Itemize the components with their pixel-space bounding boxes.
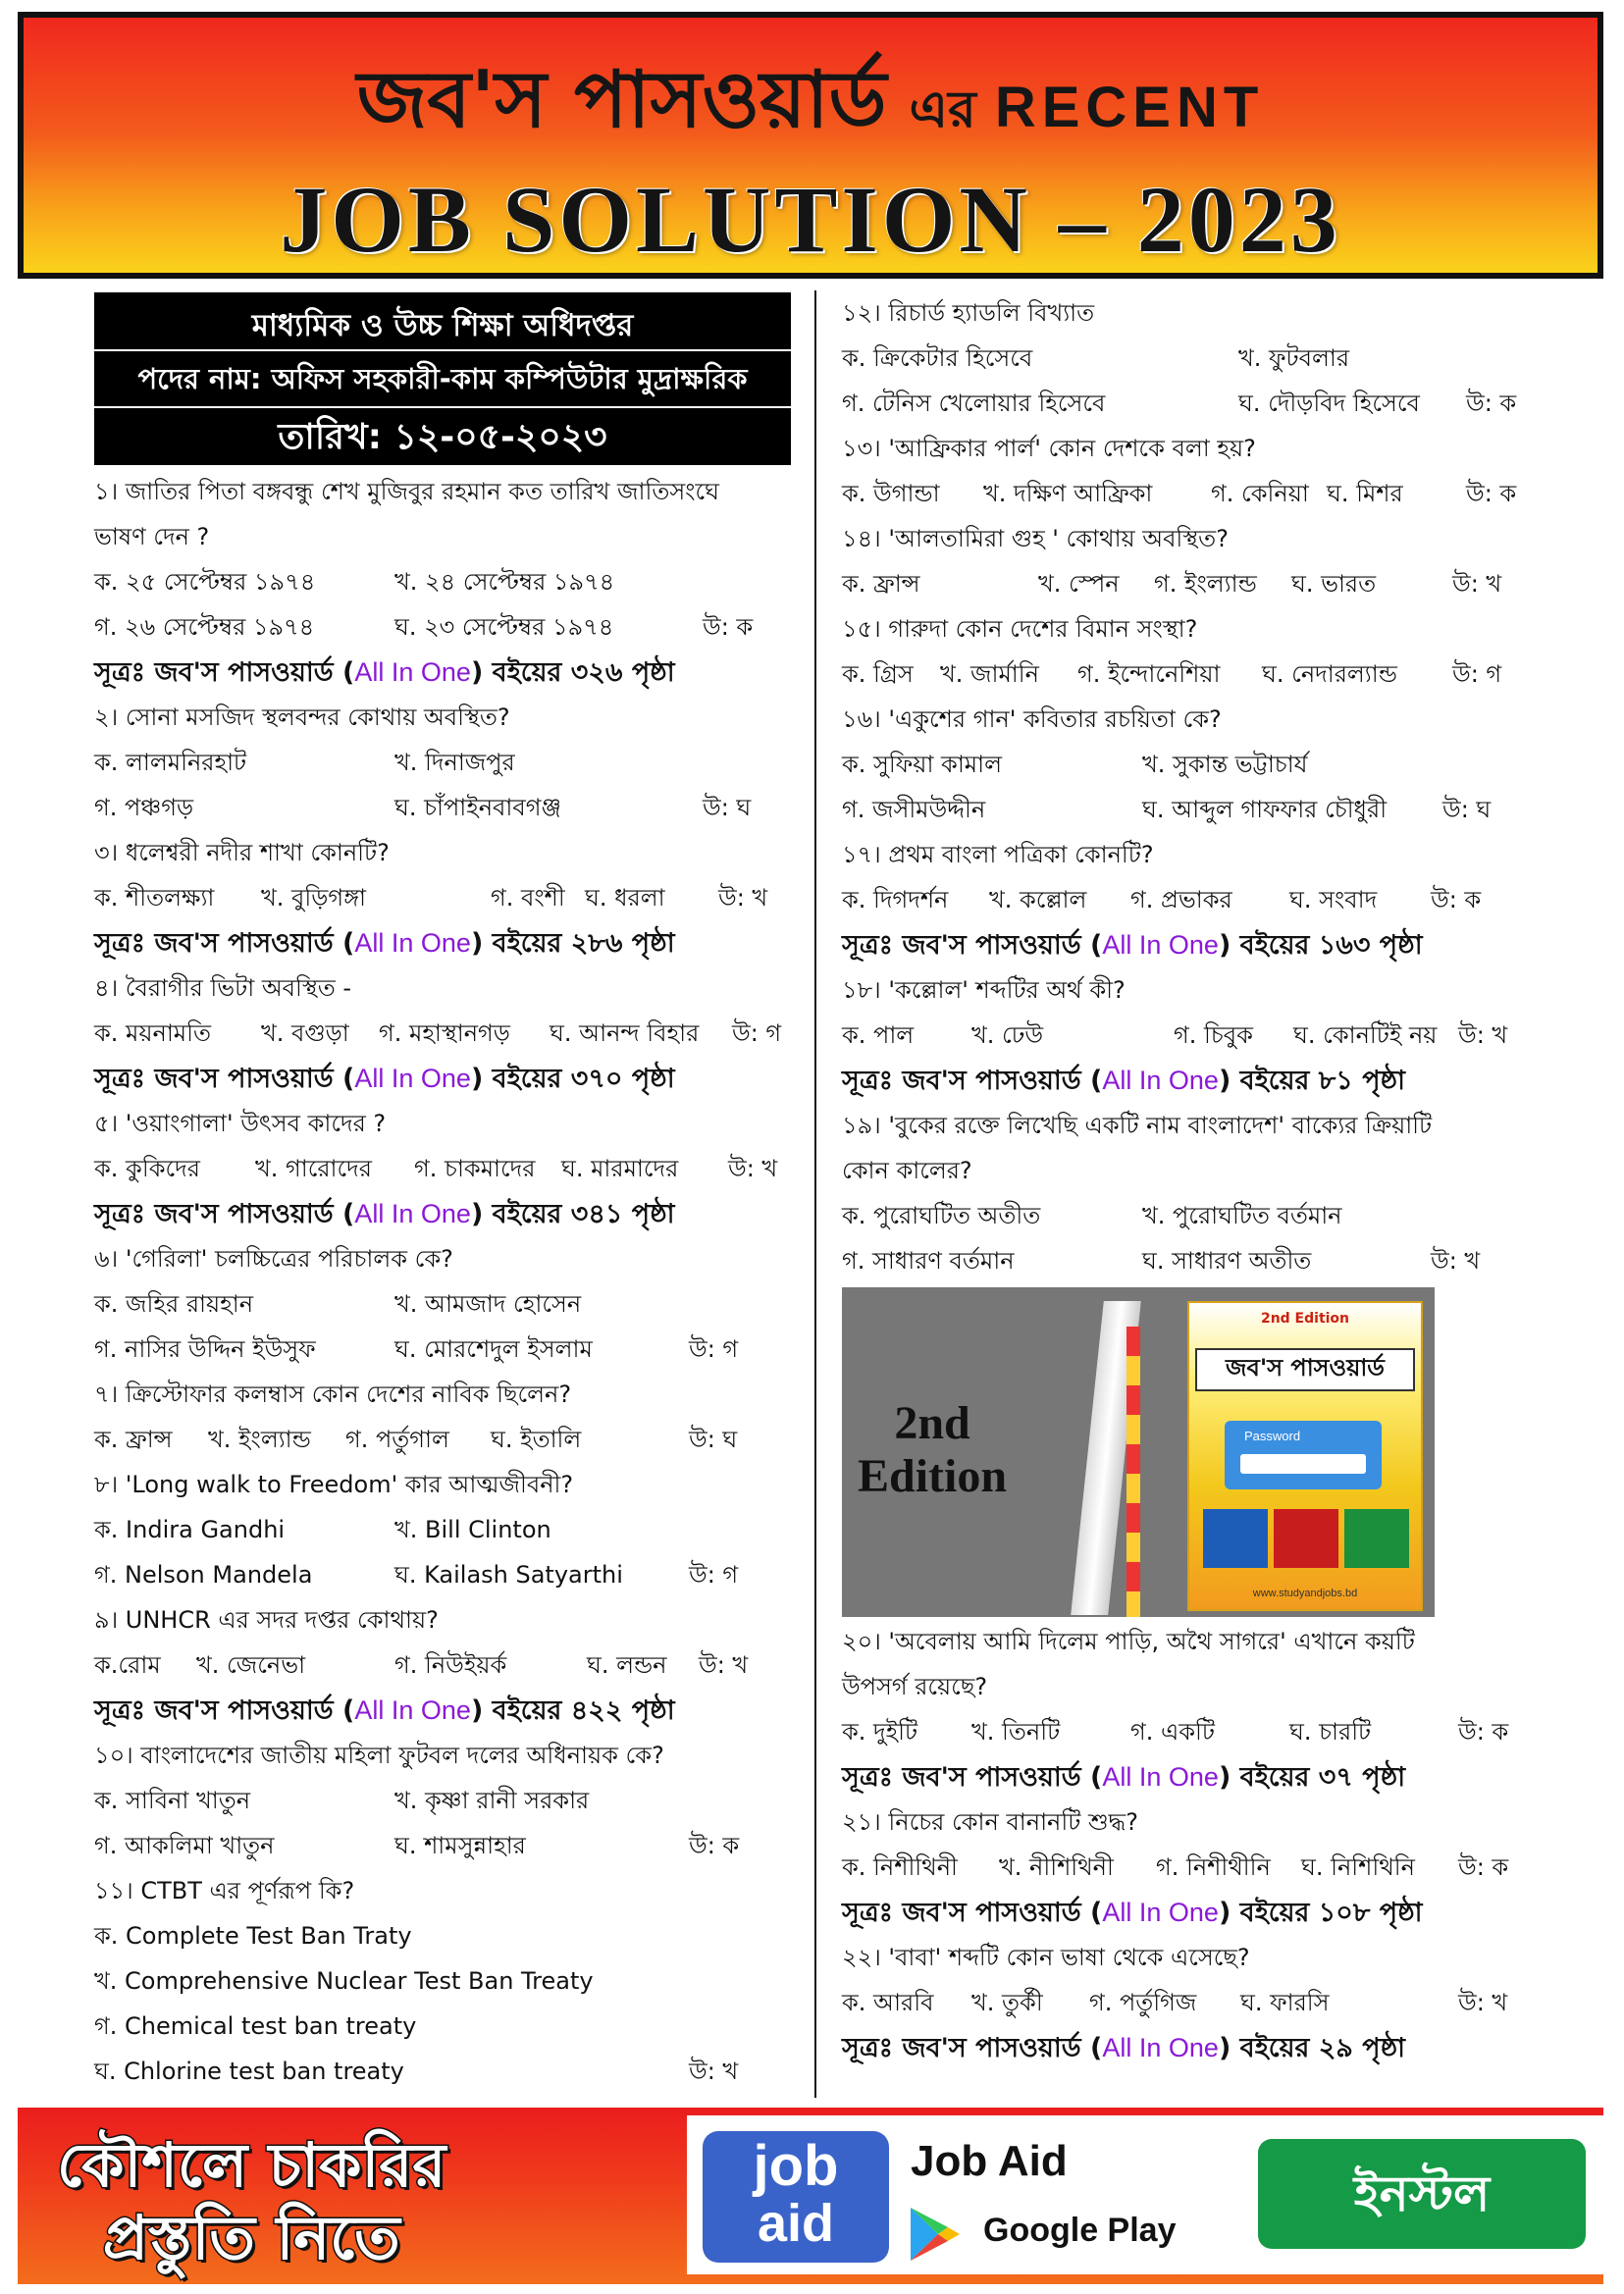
question-1: ১। জাতির পিতা বঙ্গবন্ধু শেখ মুজিবুর রহমান কত তারিখ জাতিসংঘে [94,478,719,505]
option-c: গ. Nelson Mandela [94,1561,313,1589]
option-c: গ. পর্তুগিজ [1089,1989,1197,2016]
question-7: ৭। ক্রিস্টোফার কলম্বাস কোন দেশের নাবিক ছিলেন? [94,1381,572,1408]
option-b: খ. Comprehensive Nuclear Test Ban Treaty [94,1967,594,1995]
question-19-cont: কোন কালের? [842,1157,972,1184]
option-d: ঘ. ধরলা [585,884,665,912]
option-d: ঘ. চাঁপাইনবাবগঞ্জ [394,794,561,821]
option-a: ক. আরবি [842,1989,934,2016]
option-d: ঘ. সংবাদ [1289,886,1378,913]
google-play-icon [905,2206,964,2263]
header-banner [18,12,1603,279]
question-9: ৯। UNHCR এর সদর দপ্তর কোথায়? [94,1606,439,1634]
option-d: ঘ. মোরশেদুল ইসলাম [394,1335,593,1363]
option-d: ঘ. সাধারণ অতীত [1142,1247,1312,1275]
option-d: ঘ. শামসুন্নাহার [394,1832,526,1859]
answer: উ: ক [1431,886,1482,913]
answer: উ: খ [689,2058,739,2085]
cover-edition-tag: 2nd Edition [1260,1311,1350,1327]
option-c: গ. নিউইয়র্ক [394,1651,507,1679]
question-5: ৫। 'ওয়াংগালা' উৎসব কাদের ? [94,1110,387,1137]
option-d: ঘ. নেদারল্যান্ড [1262,660,1397,688]
option-a: ক. ফ্রান্স [842,570,920,598]
edition-label: 2nd Edition [858,1397,1008,1502]
option-d: ঘ. Kailash Satyarthi [394,1561,623,1589]
option-b: খ. নীশিথিনী [999,1853,1114,1881]
source-line: সূত্রঃ জব'স পাসওয়ার্ড (All In One) বইয়ের ২৮৬ পৃষ্ঠা [94,928,675,959]
question-20: ২০। 'অবেলায় আমি দিলেম পাড়ি, অথৈ সাগরে' এখানে কয়টি [842,1628,1415,1655]
option-d: ঘ. মারমাদের [561,1155,679,1182]
option-c: গ. চাকমাদের [414,1155,536,1182]
option-a: ক. উগান্ডা [842,480,940,507]
option-d: ঘ. কোনটিই নয় [1293,1021,1438,1049]
option-a: ক. ফ্রান্স [94,1426,173,1453]
answer: উ: ক [689,1832,740,1859]
book-cover [1187,1301,1423,1611]
question-20-cont: উপসর্গ রয়েছে? [842,1673,988,1700]
question-4: ৪। বৈরাগীর ভিটা অবস্থিত - [94,974,352,1002]
option-a: ক. কুকিদের [94,1155,200,1182]
brand-er: এর [909,80,976,139]
answer: উ: ক [1458,1718,1509,1746]
answer: উ: ঘ [703,794,752,821]
answer: উ: খ [1458,1021,1508,1049]
answer: উ: খ [699,1651,749,1679]
cover-title: জব'স পাসওয়ার্ড [1195,1348,1415,1391]
option-b: খ. দক্ষিণ আফ্রিকা [983,480,1153,507]
option-b: খ. তুর্কী [971,1989,1043,2016]
job-solution-title: JOB SOLUTION – 2023 [280,167,1341,272]
cover-feature-boxes [1203,1509,1409,1568]
password-graphic: Password [1225,1421,1382,1489]
source-line: সূত্রঃ জব'স পাসওয়ার্ড (All In One) বইয়ের ২৯ পৃষ্ঠা [842,2033,1405,2063]
answer: উ: গ [1452,660,1502,688]
option-a: ক. ২৫ সেপ্টেম্বর ১৯৭৪ [94,568,316,596]
answer: উ: খ [1431,1247,1481,1275]
option-a: ক. পুরোঘটিত অতীত [842,1202,1041,1229]
answer: উ: ক [1466,390,1517,417]
option-b: খ. কৃষ্ণা রানী সরকার [394,1787,590,1814]
question-17: ১৭। প্রথম বাংলা পত্রিকা কোনটি? [842,841,1154,868]
option-c: গ. নিশীথীনি [1156,1853,1271,1881]
answer: উ: খ [1452,570,1502,598]
option-b: খ. সুকান্ত ভট্টাচার্য [1142,751,1308,778]
option-c: গ. একটি [1130,1718,1215,1746]
option-d: ঘ. দৌড়বিদ হিসেবে [1238,390,1420,417]
footer-slogan: কৌশলে চাকরির প্রস্তুতি নিতে [57,2129,446,2273]
option-a: ক. শীতলক্ষ্যা [94,884,215,912]
option-d: ঘ. আনন্দ বিহার [550,1019,700,1047]
answer: উ: ক [703,613,754,641]
option-b: খ. কল্লোল [989,886,1087,913]
option-c: গ. ২৬ সেপ্টেম্বর ১৯৭৪ [94,613,315,641]
option-d: ঘ. নিশিথিনি [1301,1853,1415,1881]
option-a: ক. জহির রায়হান [94,1290,254,1318]
footer-banner [18,2108,1603,2284]
source-line: সূত্রঃ জব'স পাসওয়ার্ড (All In One) বইয়ের ৩২৬ পৃষ্ঠা [94,657,675,688]
question-10: ১০। বাংলাদেশের জাতীয় মহিলা ফুটবল দলের অধিনায়ক কে? [94,1742,664,1769]
option-c: গ. মহাস্থানগড় [379,1019,510,1047]
option-b: খ. বগুড়া [261,1019,349,1047]
option-b: খ. ঢেউ [971,1021,1044,1049]
option-d: ঘ. ভারত [1291,570,1377,598]
banner-line-1 [24,39,1598,171]
option-b: খ. বুড়িগঙ্গা [261,884,366,912]
option-d: ঘ. ২৩ সেপ্টেম্বর ১৯৭৪ [394,613,614,641]
option-b: খ. তিনটি [971,1718,1061,1746]
question-1-cont: ভাষণ দেন ? [94,523,210,550]
option-a: ক. লালমনিরহাট [94,749,247,776]
option-a: ক. Indira Gandhi [94,1516,286,1543]
option-d: ঘ. Chlorine test ban treaty [94,2058,404,2085]
option-b: খ. গারোদের [255,1155,372,1182]
option-d: ঘ. মিশর [1327,480,1403,507]
option-c: গ. কেনিয়া [1211,480,1309,507]
source-line: সূত্রঃ জব'স পাসওয়ার্ড (All In One) বইয়ের ৪২২ পৃষ্ঠা [94,1695,675,1726]
option-c: গ. Chemical test ban treaty [94,2012,417,2040]
option-c: গ. আকলিমা খাতুন [94,1832,275,1859]
exam-info-box [94,292,791,465]
app-ad-box[interactable] [687,2115,1613,2274]
option-a: ক.রোম [94,1651,161,1679]
book-promo-image [842,1287,1435,1617]
question-18: ১৮। 'কল্লোল' শব্দটির অর্থ কী? [842,976,1126,1004]
option-c: গ. প্রভাকর [1130,886,1232,913]
option-a: ক. নিশীথিনী [842,1853,958,1881]
recent-label: RECENT [994,76,1265,139]
google-play-badge[interactable]: Google Play [905,2206,1209,2263]
option-a: ক. গ্রিস [842,660,914,688]
question-11: ১১। CTBT এর পূর্ণরূপ কি? [94,1877,355,1904]
option-c: গ. পঞ্চগড় [94,794,194,821]
option-a: ক. পাল [842,1021,915,1049]
answer: উ: ক [1466,480,1517,507]
answer: উ: খ [718,884,768,912]
option-b: খ. জেনেভা [196,1651,306,1679]
exam-date: তারিখ: ১২-০৫-২০২৩ [278,417,607,457]
source-line: সূত্রঃ জব'স পাসওয়ার্ড (All In One) বইয়ের ১০৮ পৃষ্ঠা [842,1898,1423,1928]
answer: উ: গ [732,1019,782,1047]
source-line: সূত্রঃ জব'স পাসওয়ার্ড (All In One) বইয়ের ৩৪১ পৃষ্ঠা [94,1199,675,1229]
install-button[interactable]: ইনস্টল [1258,2139,1586,2249]
source-line: সূত্রঃ জব'স পাসওয়ার্ড (All In One) বইয়ের ৩৭০ পৃষ্ঠা [94,1064,675,1094]
question-13: ১৩। 'আফ্রিকার পার্ল' কোন দেশকে বলা হয়? [842,435,1256,462]
option-c: গ. নাসির উদ্দিন ইউসুফ [94,1335,316,1363]
question-22: ২২। 'বাবা' শব্দটি কোন ভাষা থেকে এসেছে? [842,1944,1250,1971]
option-c: গ. ইংল্যান্ড [1154,570,1257,598]
option-b: খ. পুরোঘটিত বর্তমান [1142,1202,1342,1229]
question-8: ৮। 'Long walk to Freedom' কার আত্মজীবনী? [94,1471,574,1498]
option-d: ঘ. ইতালি [491,1426,582,1453]
answer: উ: গ [689,1561,739,1589]
source-line: সূত্রঃ জব'স পাসওয়ার্ড (All In One) বইয়ের ১৬৩ পৃষ্ঠা [842,930,1423,961]
option-a: ক. সাবিনা খাতুন [94,1787,251,1814]
question-3: ৩। ধলেশ্বরী নদীর শাখা কোনটি? [94,839,390,866]
source-line: সূত্রঃ জব'স পাসওয়ার্ড (All In One) বইয়ের ৩৭ পৃষ্ঠা [842,1762,1406,1793]
option-a: ক. দুইটি [842,1718,918,1746]
option-c: গ. সাধারণ বর্তমান [842,1247,1015,1275]
question-15: ১৫। গারুদা কোন দেশের বিমান সংস্থা? [842,615,1198,643]
book-spine-stripes [1126,1327,1140,1617]
job-aid-logo: job aid [703,2131,889,2263]
option-b: খ. স্পেন [1038,570,1120,598]
option-a: ক. সুফিয়া কামাল [842,751,1002,778]
answer: উ: খ [728,1155,778,1182]
option-d: ঘ. লন্ডন [587,1651,667,1679]
option-b: খ. Bill Clinton [394,1516,551,1543]
question-21: ২১। নিচের কোন বানানটি শুদ্ধ? [842,1808,1138,1836]
answer: উ: ঘ [689,1426,738,1453]
option-c: গ. টেনিস খেলোয়ার হিসেবে [842,390,1106,417]
exam-organization: মাধ্যমিক ও উচ্চ শিক্ষা অধিদপ্তর [251,308,634,343]
option-c: গ. চিবুক [1174,1021,1253,1049]
question-2: ২। সোনা মসজিদ স্থলবন্দর কোথায় অবস্থিত? [94,704,510,731]
option-a: ক. দিগদর্শন [842,886,949,913]
question-6: ৬। 'গেরিলা' চলচ্চিত্রের পরিচালক কে? [94,1245,453,1273]
option-d: ঘ. চারটি [1289,1718,1372,1746]
question-12: ১২। রিচার্ড হ্যাডলি বিখ্যাত [842,299,1095,327]
brand-name: জব'স পাসওয়ার্ড [356,54,887,145]
answer: উ: গ [689,1335,739,1363]
option-a: ক. ক্রিকেটার হিসেবে [842,344,1033,372]
option-b: খ. ২৪ সেপ্টেম্বর ১৯৭৪ [394,568,615,596]
option-c: গ. বংশী [491,884,565,912]
option-c: গ. ইন্দোনেশিয়া [1077,660,1221,688]
question-19: ১৯। 'বুকের রক্তে লিখেছি একটি নাম বাংলাদেশ' বাক্যের ক্রিয়াটি [842,1112,1433,1139]
option-c: গ. পর্তুগাল [345,1426,449,1453]
answer: উ: ঘ [1442,796,1492,823]
option-b: খ. আমজাদ হোসেন [394,1290,582,1318]
question-14: ১৪। 'আলতামিরা গুহ ' কোথায় অবস্থিত? [842,525,1229,552]
cover-website: www.studyandjobs.bd [1252,1588,1358,1599]
option-a: ক. ময়নামতি [94,1019,211,1047]
option-b: খ. দিনাজপুর [394,749,515,776]
answer: উ: খ [1458,1989,1508,2016]
app-name: Job Aid [911,2137,1068,2185]
answer: উ: ক [1458,1853,1509,1881]
column-divider [814,290,816,2098]
option-a: ক. Complete Test Ban Traty [94,1922,412,1950]
question-16: ১৬। 'একুশের গান' কবিতার রচয়িতা কে? [842,705,1222,733]
option-d: ঘ. ফারসি [1240,1989,1330,2016]
option-d: ঘ. আব্দুল গাফফার চৌধুরী [1142,796,1388,823]
exam-post: পদের নাম: অফিস সহকারী-কাম কম্পিউটার মুদ্রাক্ষরিক [94,349,791,408]
option-c: গ. জসীমউদ্দীন [842,796,986,823]
option-b: খ. জার্মানি [940,660,1039,688]
option-b: খ. ইংল্যান্ড [208,1426,311,1453]
source-line: সূত্রঃ জব'স পাসওয়ার্ড (All In One) বইয়ের ৮১ পৃষ্ঠা [842,1066,1405,1096]
option-b: খ. ফুটবলার [1238,344,1350,372]
